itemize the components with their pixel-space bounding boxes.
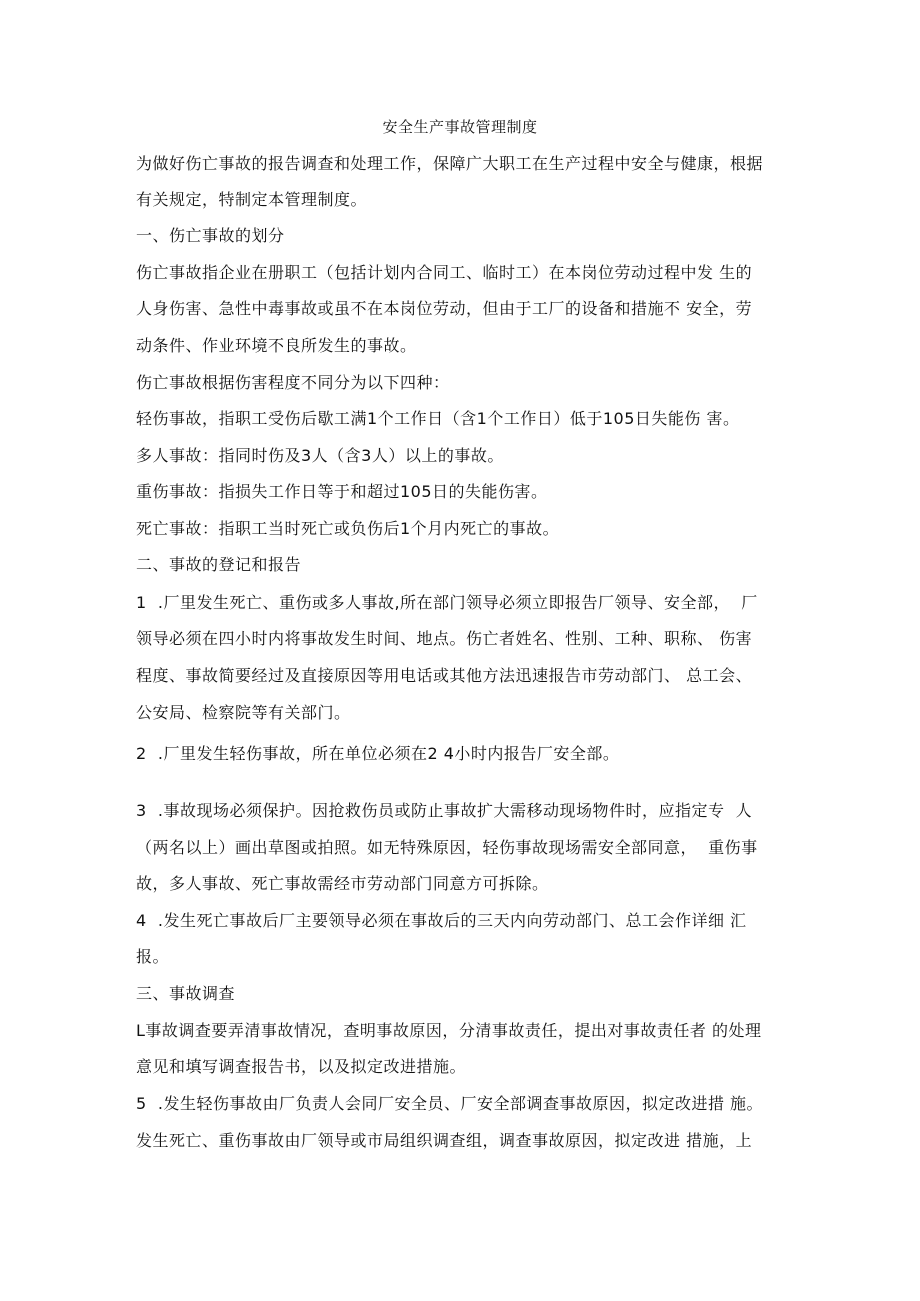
intro-line-1: 为做好伤亡事故的报告调查和处理工作，保障广大职工在生产过程中安全与健康，根据 [136, 154, 764, 173]
paragraph-line: 动条件、作业环境不良所发生的事故。 [136, 336, 417, 355]
paragraph-line: 报。 [136, 947, 170, 966]
paragraph-line: 1 .厂里发生死亡、重伤或多人事故,所在部门领导必须立即报告厂领导、安全部， 厂 [136, 593, 758, 612]
intro-line-2: 有关规定，特制定本管理制度。 [136, 190, 368, 209]
section-heading-1: 一、伤亡事故的划分 [136, 226, 285, 245]
paragraph-line: 程度、事故简要经过及直接原因等用电话或其他方法迅速报告市劳动部门、 总工会、 [136, 666, 753, 685]
paragraph-line: 故，多人事故、死亡事故需经市劳动部门同意方可拆除。 [136, 874, 549, 893]
paragraph-line: L事故调查要弄清事故情况，查明事故原因，分清事故责任，提出对事故责任者 的处理 [136, 1021, 762, 1040]
paragraph-line: 领导必须在四小时内将事故发生时间、地点。伤亡者姓名、性别、工种、职称、 伤害 [136, 629, 753, 648]
section-heading-2: 二、事故的登记和报告 [136, 555, 302, 574]
paragraph-line: 4 .发生死亡事故后厂主要领导必须在事故后的三天内向劳动部门、总工会作详细 汇 [136, 911, 747, 930]
paragraph-line: 伤亡事故根据伤害程度不同分为以下四种： [136, 373, 450, 392]
paragraph-line: 意见和填写调查报告书，以及拟定改进措施。 [136, 1057, 467, 1076]
paragraph-line: 2 .厂里发生轻伤事故，所在单位必须在2 4小时内报告厂安全部。 [136, 744, 620, 763]
paragraph-line: 5 .发生轻伤事故由厂负责人会同厂安全员、厂安全部调查事故原因，拟定改进措 施。 [136, 1094, 764, 1113]
document-title: 安全生产事故管理制度 [382, 118, 538, 136]
paragraph-line: 发生死亡、重伤事故由厂领导或市局组织调查组，调查事故原因，拟定改进 措施，上 [136, 1131, 753, 1150]
list-item-multi-person: 多人事故：指同时伤及3人（含3人）以上的事故。 [136, 446, 504, 465]
list-item-fatal: 死亡事故：指职工当时死亡或负伤后1个月内死亡的事故。 [136, 519, 560, 538]
paragraph-line: 3 .事故现场必须保护。因抢救伤员或防止事故扩大需移动现场物件时，应指定专 人 [136, 801, 753, 820]
paragraph-line: 人身伤害、急性中毒事故或虽不在本岗位劳动，但由于工厂的设备和措施不 安全，劳 [136, 299, 753, 318]
list-item-minor-injury: 轻伤事故，指职工受伤后歇工满1个工作日（含1个工作日）低于105日失能伤 害。 [136, 409, 740, 428]
paragraph-line: 公安局、检察院等有关部门。 [136, 703, 351, 722]
section-heading-3: 三、事故调查 [136, 984, 236, 1003]
paragraph-line: （两名以上）画出草图或拍照。如无特殊原因，轻伤事故现场需安全部同意， 重伤事 [136, 838, 758, 857]
paragraph-line: 伤亡事故指企业在册职工（包括计划内合同工、临时工）在本岗位劳动过程中发 生的 [136, 263, 753, 282]
list-item-serious-injury: 重伤事故：指损失工作日等于和超过105日的失能伤害。 [136, 482, 548, 501]
